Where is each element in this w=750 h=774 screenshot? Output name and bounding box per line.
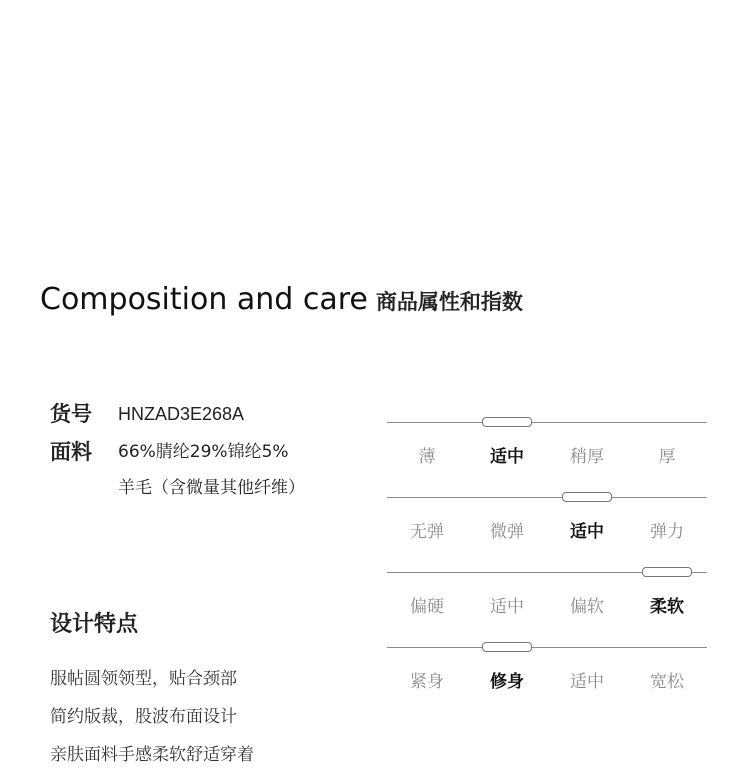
scale-option: 柔软 xyxy=(650,597,684,617)
item-no-value: HNZAD3E268A xyxy=(118,404,245,424)
scale-option: 宽松 xyxy=(650,672,684,692)
scale-option: 无弹 xyxy=(410,522,444,542)
design-line: 亲肤面料手感柔软舒适穿着 xyxy=(50,745,254,765)
scale-option: 微弹 xyxy=(490,522,524,542)
design-line: 服帖圆领领型，贴合颈部 xyxy=(50,669,237,689)
scale-option: 稍厚 xyxy=(570,447,604,467)
scale-fit xyxy=(387,639,707,714)
fabric-value: 66%腈纶29%锦纶5%羊毛（含微量其他纤维） xyxy=(118,442,305,498)
scale-handle[interactable] xyxy=(482,417,532,427)
scale-option: 厚 xyxy=(658,447,676,467)
scale-elasticity xyxy=(387,489,707,564)
scale-option: 适中 xyxy=(490,447,524,467)
scale-track xyxy=(387,422,707,423)
design-line: 简约版裁，股波布面设计 xyxy=(50,707,237,727)
scale-options xyxy=(387,519,707,545)
scale-options xyxy=(387,444,707,470)
scale-thickness xyxy=(387,414,707,489)
spec-row-item-no xyxy=(50,398,310,430)
scale-option: 薄 xyxy=(418,447,436,467)
scale-track xyxy=(387,647,707,648)
scale-option: 偏硬 xyxy=(410,597,444,617)
scale-softness xyxy=(387,564,707,639)
section-title xyxy=(40,282,523,317)
scale-option: 紧身 xyxy=(410,672,444,692)
fabric-label: 面料 xyxy=(50,440,92,464)
scale-option: 适中 xyxy=(570,672,604,692)
scale-handle[interactable] xyxy=(642,567,692,577)
item-no-label: 货号 xyxy=(50,402,92,426)
scale-option: 弹力 xyxy=(650,522,684,542)
design-title: 设计特点 xyxy=(50,612,139,637)
scale-handle[interactable] xyxy=(562,492,612,502)
scale-option: 适中 xyxy=(570,522,604,542)
spec-row-fabric xyxy=(50,436,310,506)
scale-track xyxy=(387,497,707,498)
design-list xyxy=(50,660,254,774)
attribute-scales xyxy=(387,414,707,714)
spec-block xyxy=(50,398,310,512)
scale-options xyxy=(387,594,707,620)
section-title-cn: 商品属性和指数 xyxy=(375,290,523,314)
scale-handle[interactable] xyxy=(482,642,532,652)
section-title-en: Composition and care xyxy=(40,282,368,317)
scale-option: 适中 xyxy=(490,597,524,617)
scale-options xyxy=(387,669,707,695)
scale-option: 修身 xyxy=(490,672,524,692)
scale-option: 偏软 xyxy=(570,597,604,617)
